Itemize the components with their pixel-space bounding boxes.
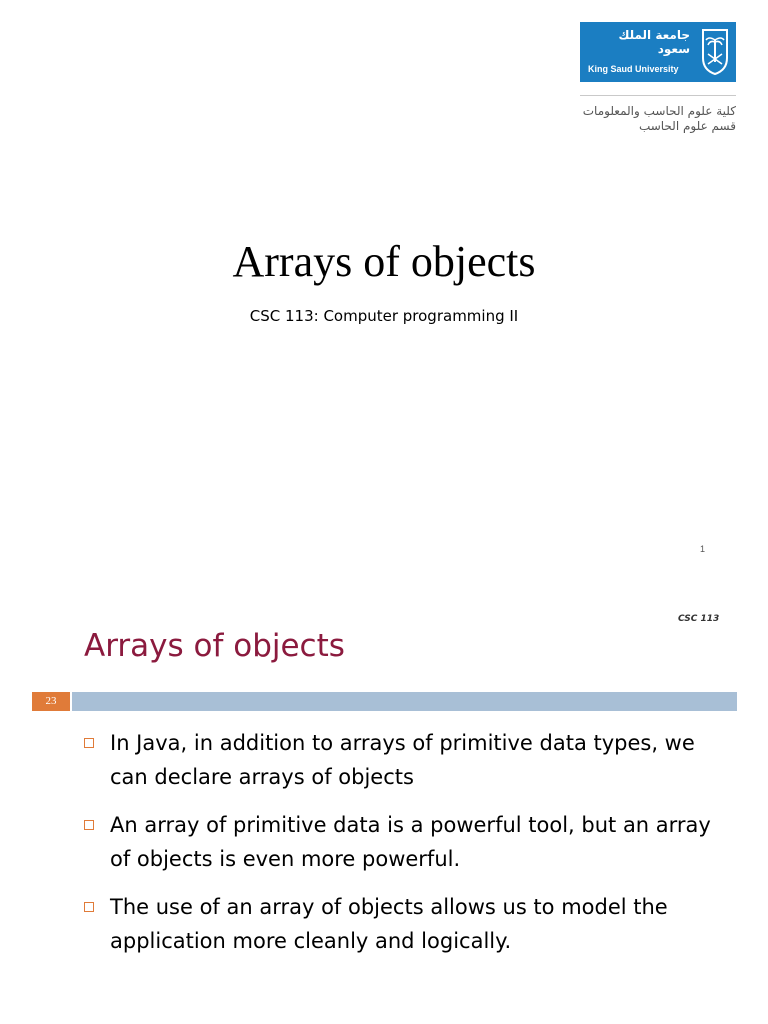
logo-divider bbox=[580, 95, 736, 96]
course-tag: CSC 113 bbox=[678, 614, 720, 624]
slide-number-badge: 23 bbox=[32, 692, 70, 711]
slide-subtitle: CSC 113: Computer programming II bbox=[249, 307, 519, 325]
page-number: 1 bbox=[700, 544, 706, 554]
content-slide-title: Arrays of objects bbox=[84, 628, 345, 664]
bullet-list bbox=[82, 726, 732, 972]
palm-emblem-icon bbox=[700, 28, 730, 76]
logo-arabic-name: جامعة الملك سعود bbox=[618, 28, 690, 56]
logo-english-name: King Saud University bbox=[588, 64, 679, 74]
bullet-item bbox=[82, 726, 732, 794]
bullet-text: An array of primitive data is a powerful tool, but an array of objects is even more powerful. bbox=[110, 813, 711, 871]
bullet-item bbox=[82, 808, 732, 876]
square-bullet-icon bbox=[84, 902, 94, 912]
bullet-item bbox=[82, 890, 732, 958]
bullet-text: The use of an array of objects allows us to model the application more cleanly and logically. bbox=[110, 895, 668, 953]
department-name bbox=[560, 104, 736, 134]
department-line-1: كلية علوم الحاسب والمعلومات bbox=[582, 104, 736, 118]
square-bullet-icon bbox=[84, 820, 94, 830]
square-bullet-icon bbox=[84, 738, 94, 748]
university-logo bbox=[580, 22, 736, 82]
title-band bbox=[72, 692, 737, 711]
bullet-text: In Java, in addition to arrays of primitive data types, we can declare arrays of objects bbox=[110, 731, 695, 789]
slide-title: Arrays of objects bbox=[232, 237, 536, 286]
department-line-2: قسم علوم الحاسب bbox=[638, 119, 736, 133]
